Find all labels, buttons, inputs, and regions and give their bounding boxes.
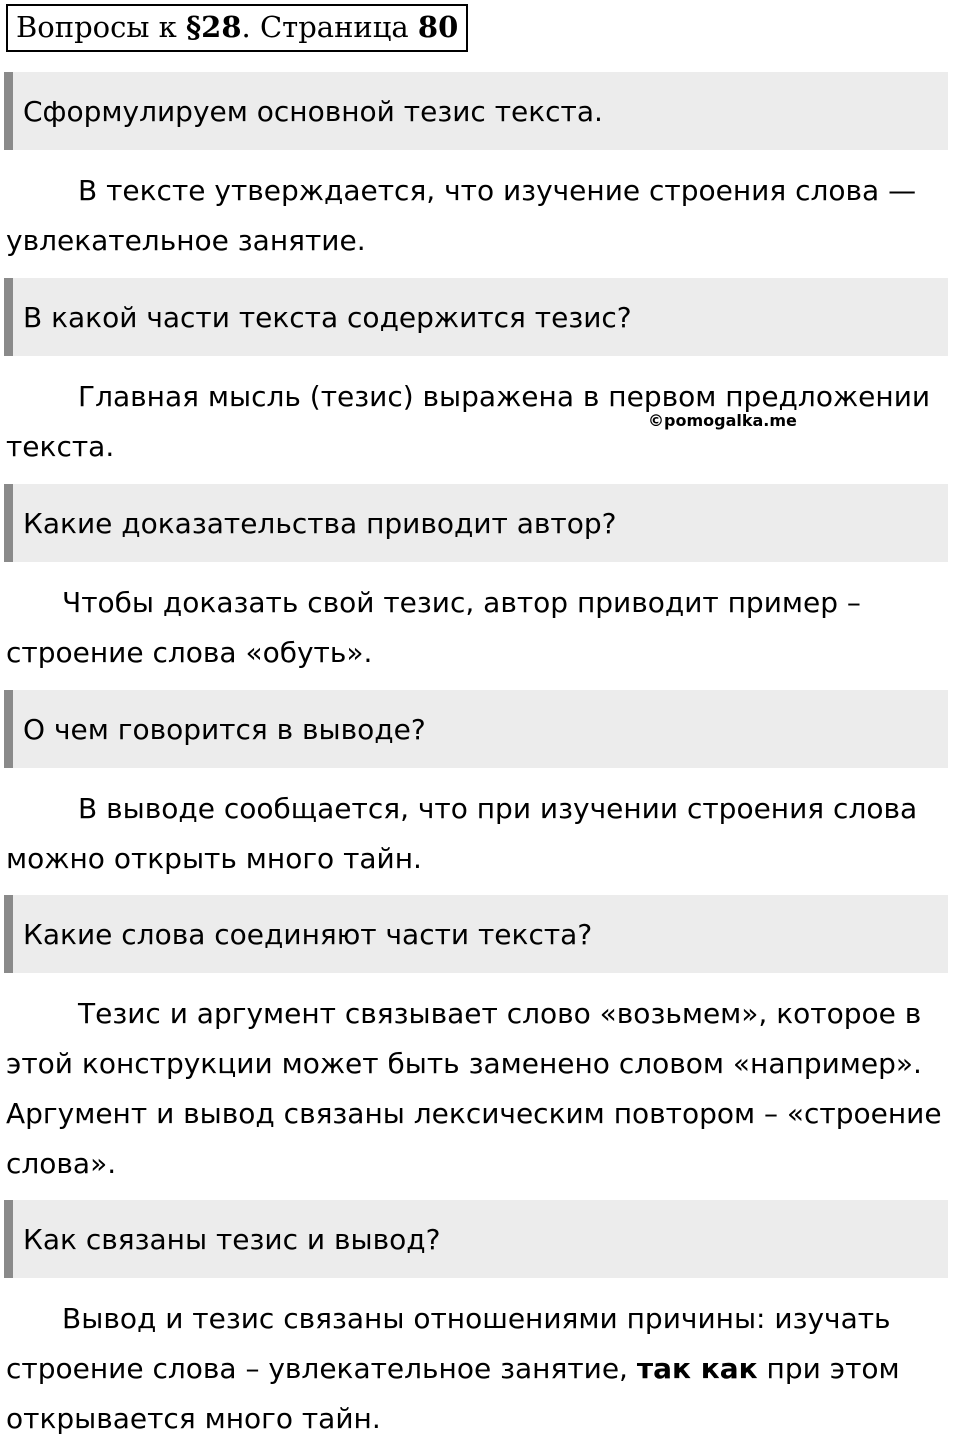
question-1-text: Сформулируем основной тезис текста.	[23, 94, 603, 128]
answer-6	[6, 1294, 956, 1444]
question-5-text: Какие слова соединяют части текста?	[23, 917, 593, 951]
title-page-number: 80	[417, 10, 459, 44]
question-6-text: Как связаны тезис и вывод?	[23, 1222, 441, 1256]
answer-3	[6, 578, 956, 678]
answer-6-bold: так как	[636, 1352, 758, 1385]
title-page-label: . Страница	[241, 10, 409, 44]
title-prefix: Вопросы к	[16, 10, 177, 44]
question-4-text: О чем говорится в выводе?	[23, 712, 426, 746]
answer-1	[6, 166, 956, 266]
question-2	[4, 278, 948, 356]
answer-6-text-after: при этом открывается много тайн.	[6, 1352, 900, 1435]
page-title	[6, 4, 468, 52]
answer-3-text: Чтобы доказать свой тезис, автор приводит пример – строение слова «обуть».	[6, 586, 861, 669]
answer-6-text-before: Вывод и тезис связаны отношениями причины: изучать строение слова – увлекательное занятие,	[6, 1302, 891, 1385]
answer-1-text: В тексте утверждается, что изучение строения слова — увлекательное занятие.	[6, 174, 917, 257]
question-4	[4, 690, 948, 768]
question-1	[4, 72, 948, 150]
question-3-text: Какие доказательства приводит автор?	[23, 506, 617, 540]
answer-2-text: Главная мысль (тезис) выражена в первом предложении текста.	[6, 380, 931, 463]
watermark: ©pomogalka.me	[648, 411, 797, 430]
title-section: §28	[186, 10, 242, 44]
answer-2	[6, 372, 956, 472]
answer-4-text: В выводе сообщается, что при изучении строения слова можно открыть много тайн.	[6, 792, 918, 875]
question-6	[4, 1200, 948, 1278]
answer-4	[6, 784, 956, 884]
answer-5	[6, 989, 956, 1189]
question-3	[4, 484, 948, 562]
question-5	[4, 895, 948, 973]
answer-5-text: Тезис и аргумент связывает слово «возьмем», которое в этой конструкции может быть заменено словом «например». Аргумент и вывод связаны лексическим повтором – «строение слова».	[6, 997, 942, 1180]
question-2-text: В какой части текста содержится тезис?	[23, 300, 632, 334]
